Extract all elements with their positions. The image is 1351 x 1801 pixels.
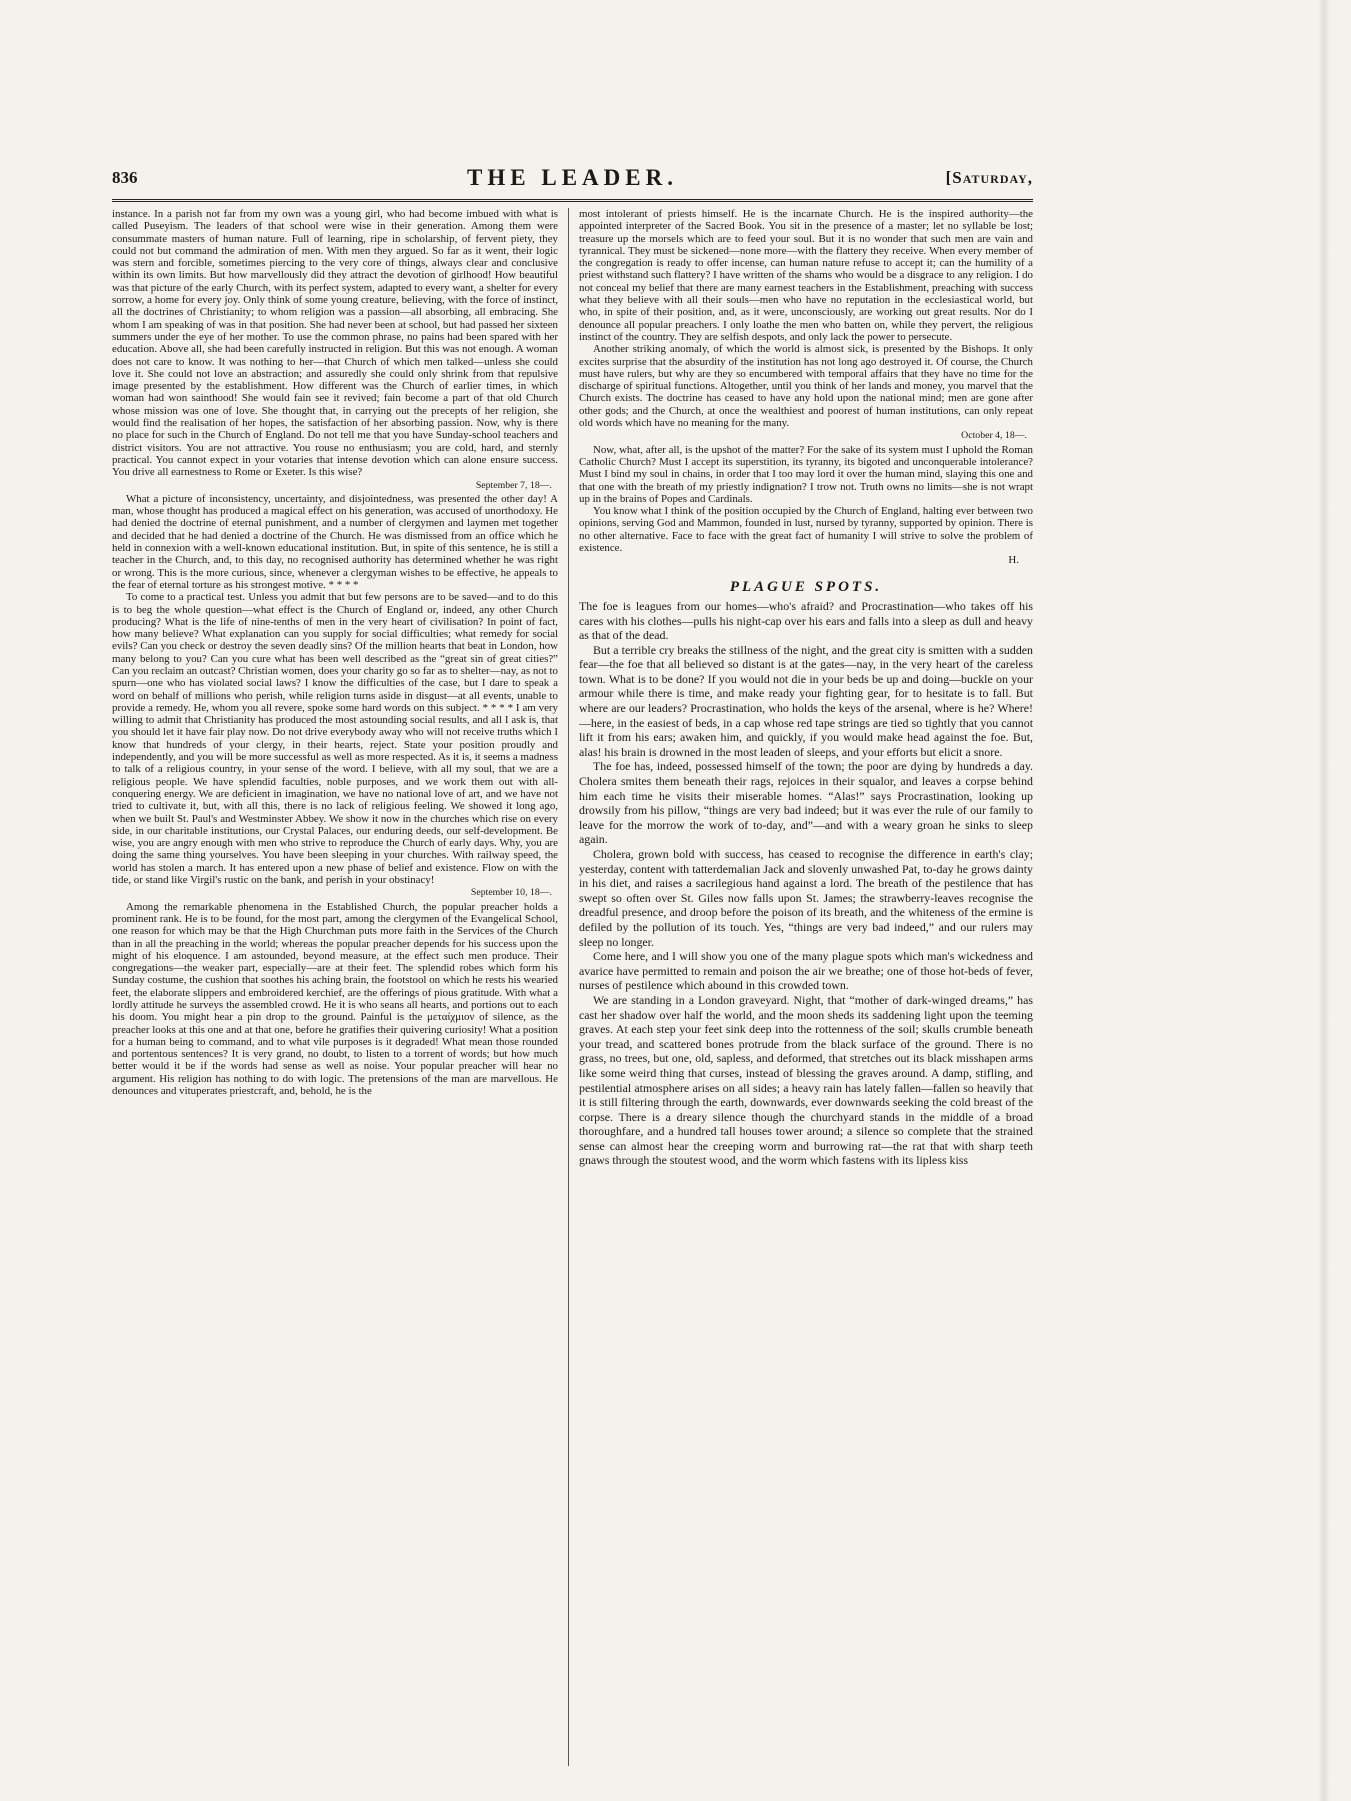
signature: H. — [1008, 554, 1019, 567]
paragraph: most intolerant of priests himself. He is the incarnate Church. He is the inspired authority—the appointed interpreter of the Sacred Book. You sit in the presence of a master; let no syllable be lost; treasure up the morsels which are to feed your soul. But it is no wonder that such men are vain and tyrannical. They must be sickened—none more—with the flattery they receive. When every member of the congregation is ready to offer incense, can human nature refuse to accept it; can the humility of a priest withstand such flattery? I have written of the shams who would be a disgrace to any religion. I do not conceal my belief that there are many earnest teachers in the Establishment, preaching with success what they believe with all their souls—men who have no reputation in the ecclesiastical world, but who, in spite of their position, and, as it were, unconsciously, are working out great results. Nor do I denounce all popular preachers. I only loathe the men who batten on, while they pervert, the religious instinct of the country. They are selfish despots, and only lack the power to persecute. — [579, 208, 1033, 343]
paragraph: instance. In a parish not far from my own was a young girl, who had become imbued with what is called Puseyism. The leaders of that school were wise in their generation. Among them were consummate masters of human nature. Full of learning, ripe in scholarship, of fervent piety, they could not but command the admiration of men. With men they argued. So far as it went, their logic was stern and forcible, sometimes piercing to the very core of things, always clear and conclusive within its own limits. But how marvellously did they attract the devotion of girlhood! How beautiful was that picture of the early Church, with its perfect system, adapted to every want, a shelter for every sorrow, a home for every joy. Only think of some young creature, believing, with the force of instinct, all the doctrines of Christianity; to whom religion was a passion—all absorbing, all embracing. She whom I am speaking of was in that position. She had never been at school, but had passed her sixteen summers under the eye of her mother. To use the common phrase, no pains had been spared with her education. Above all, she had been carefully instructed in religion. But this was not enough. A woman does not care to know. It was nothing to her—that Church of which men talked—unless she could love it. She could not love an abstraction; and assuredly she could only shrink from that repulsive image presented by the establishment. How different was the Church of earlier times, in which woman had won sainthood! She would fain see it revived; fain become a part of that old Church whose mission was one of love. She thought that, in carrying out the precepts of her religion, she would find the realisation of her hopes, the satisfaction of her absorbing passion. Now, why is there no place for such in the Church of England. Do not tell me that you have Sunday-school teachers and district visitors. You are not attractive. You rouse no enthusiasm; you are cold, hard, and sternly practical. You cannot expect in your votaries that intense devotion which can alone ensure success. You drive all earnestness to Rome or Exeter. Is this wise? — [112, 208, 558, 479]
paragraph: Now, what, after all, is the upshot of the matter? For the sake of its system must I uphold the Roman Catholic Church? Must I accept its superstition, its tyranny, its bigoted and unconquerable intolerance? Must I bind my soul in chains, in order that I too may lord it over the human mind, slaying this one and that one with the breath of my priestly indignation? I trow not. Truth owns no limits—she is not wrapt up in the brains of Popes and Cardinals. — [579, 443, 1033, 505]
paragraph: Cholera, grown bold with success, has ceased to recognise the difference in earth's clay; yesterday, content with tatterdemalian Jack and slovenly unwashed Pat, to-day he grows dainty in his diet, and raises a sacrilegious hand against a lord. The breath of the pestilence that has swept so often over St. Giles now falls upon St. James; the strawberry-leaves recognise the dreadful presence, and droop before the poison of its breath, and the whiteness of the ermine is defiled by the pollution of its touch. Yes, “things are very bad indeed,” and our rulers may sleep no longer. — [579, 847, 1033, 949]
paragraph: The foe is leagues from our homes—who's afraid? and Procrastination—who takes off his cares with his clothes—pulls his night-cap over his ears and falls into a sleep as dull and heavy as that of the dead. — [579, 598, 1033, 643]
entry-date: October 4, 18—. — [961, 430, 1027, 442]
page-header — [112, 165, 1033, 190]
header-rule — [112, 199, 1033, 202]
paragraph: Come here, and I will show you one of the many plague spots which man's wickedness and avarice have permitted to remain and poison the air we breathe; one of those hot-beds of fever, nurses of pestilence which abound in this crowded town. — [579, 949, 1033, 993]
page-binding-shadow — [1318, 0, 1330, 1801]
entry-date: September 10, 18—. — [470, 887, 552, 899]
entry-date: September 7, 18—. — [475, 479, 552, 491]
section-title: PLAGUE SPOTS. — [729, 578, 883, 595]
masthead: THE LEADER. — [467, 165, 678, 190]
right-column — [579, 208, 1033, 1768]
dateline: [Saturday, — [945, 168, 1033, 187]
paragraph: We are standing in a London graveyard. Night, that “mother of dark-winged dreams,” has cast her shadow over half the world, and the moon sheds its saddening light upon the teeming graves. At each step your feet sink deep into the rottenness of the soil; skulls crumble beneath your tread, and scattered bones protrude from the black surface of the ground. There is no grass, no trees, but one, old, sapless, and deformed, that stretches out its black misshapen arms like some weird thing that curses, instead of blessing the graves around. A damp, stifling, and pestilential atmosphere arises on all sides; a heavy rain has lately fallen—fallen so heavily that it is still filtering through the earth, downwards, ever downwards seeking the cold breast of the corpse. There is a dreary silence though the churchyard stands in the middle of a broad thoroughfare, and a hundred tall houses tower around; a silence so complete that the strained sense can almost hear the creeping worm and burrowing rat—the rat that with sharp teeth gnaws through the stoutest wood, and the worm which fastens with its lipless kiss — [579, 992, 1033, 1168]
paragraph: Another striking anomaly, of which the world is almost sick, is presented by the Bishops. It only excites surprise that the absurdity of the institution has not long ago destroyed it. Of course, the Church must have rulers, but why are they so encumbered with temporal affairs that they have no time for the discharge of spiritual functions. Altogether, until you think of her lands and money, you marvel that the Church exists. The doctrine has ceased to have any hold upon the national mind; men are gone after other gods; and the Church, at once the wealthiest and poorest of human institutions, can only repeat old words which have no meaning for the many. — [579, 343, 1033, 430]
left-column — [112, 208, 558, 1768]
paragraph: Among the remarkable phenomena in the Established Church, the popular preacher holds a prominent rank. He is to be found, for the most part, among the clergymen of the Evangelical School, one reason for which may be that the High Churchman puts more faith in the Services of the Church than in all the preaching in the world; whereas the popular preacher depends for his success upon the might of his eloquence. I am astounded, beyond measure, at the effect such men produce. Their congregations—the weaker part, especially—are at their feet. The splendid robes which form his Sunday costume, the cushion that soothes his aching brain, the footstool on which he rests his wearied feet, the elaborate slippers and embroidered kerchief, are the offerings of pious gratitude. With what a lordly attitude he surveys the assembled crowd. He it is who seans all hearts, and portions out to each his doom. You might hear a pin drop to the ground. Painful is the μεταίχμιον of silence, as the preacher looks at this one and at that one, before he gratifies their quivering curiosity! What a position for a human being to command, and to what vile purposes is it degraded! What mean those rounded and portentous sentences? It is very grand, no doubt, to listen to a torrent of words; but how much better would it be if the words had sense as well as noise. Your popular preacher will hear no argument. His religion has nothing to do with logic. The pretensions of the man are marvellous. He denounces and vituperates priestcraft, and, behold, he is the — [112, 900, 558, 1098]
paragraph: To come to a practical test. Unless you admit that but few persons are to be saved—and to do this is to beg the whole question—what effect is the Church of England or, indeed, any other Church producing? What is the life of nine-tenths of men in the very heart of civilisation? In point of fact, how many believe? What explanation can you supply for social difficulties; what remedy for social evils? Can you check or destroy the seven deadly sins? Of the million hearts that beat in London, how many belong to you? Can you cure what has been well described as the “great sin of great cities?” Can you reclaim an outcast? Christian women, does your charity go so far as to shelter—nay, as not to spurn—one who has violated social laws? I know the difficulties of the case, but I dare to speak a word on behalf of millions who perish, while religion turns aside in disgust—at all events, unable to provide a remedy. He, whom you all revere, spoke some hard words on this subject. * * * * I am very willing to admit that Christianity has produced the most astounding social results, and all I ask is, that you should let it have fair play now. Do not drive everybody away who will not receive truths which I know that hundreds of your clergy, in their hearts, reject. State your position proudly and independently, and you will be more successful as well as more respected. As it is, it seems a madness to talk of a religious country, in your sense of the word. I believe, with all my soul, that we are a religious people. We have splendid faculties, noble purposes, and we work them out with all-conquering energy. We are deficient in imagination, we have no national love of art, and we have not tried to cultivate it, but, with all this, there is no lack of religious feeling. We showed it long ago, when we built St. Paul's and Westminster Abbey. We show it now in the churches which rise on every side, in our charitable institutions, our Crystal Palaces, our enduring deeds, our self-development. Be wise, you are angry enough with men who strive to reproduce the Church of early days. Why, you are doing the same thing yourselves. You have been sleeping in your churches. With railway speed, the world has stolen a march. It has entered upon a new phase of belief and existence. Flow on with the tide, or stand like Virgil's rustic on the bank, and perish in your obstinacy! — [112, 591, 558, 887]
paragraph: But a terrible cry breaks the stillness of the night, and the great city is smitten with a sudden fear—the foe that all believed so distant is at the gates—nay, in the very heart of the careless town. What is to be done? If you would not die in your beds be up and doing—buckle on your armour while there is time, and make ready your fighting gear, for to hesitate is to fall. But where are our leaders? Procrastination, who holds the keys of the arsenal, where is he? Where!—here, in the easiest of beds, in a cap whose red tape strings are tied so tightly that you cannot lift it from his ears; awaken him, and quickly, if you would make head against the foe. But, alas! his brain is drowned in the most leaden of sleeps, and your efforts but elicit a snore. — [579, 642, 1033, 759]
paragraph: The foe has, indeed, possessed himself of the town; the poor are dying by hundreds a day. Cholera smites them beneath their rags, rejoices in their squalor, and leaves a corpse behind him each time he visits their miserable homes. “Alas!” says Procrastination, looking up drowsily from his pillow, “things are very bad indeed; but it was ever the rule of our family to leave for the morrow the work of to-day, and”—and with a weary groan he sinks to sleep again. — [579, 759, 1033, 847]
page-number: 836 — [112, 168, 138, 187]
plague-spots-article — [579, 599, 1033, 1168]
column-divider — [568, 208, 569, 1766]
paragraph: You know what I think of the position occupied by the Church of England, halting ever between two opinions, serving God and Mammon, founded in lust, nursed by tyranny, supported by opinion. There is no other alternative. Face to face with the great fact of humanity I will strive to solve the problem of existence. — [579, 505, 1033, 555]
paragraph: What a picture of inconsistency, uncertainty, and disjointedness, was presented the other day! A man, whose thought has produced a magical effect on his generation, was accused of unorthodoxy. He had denied the doctrine of eternal punishment, and a number of clergymen and laymen met together and decided that he had denied a doctrine of the Church. He was dismissed from an office which he held in connexion with a well-known educational institution. But, in spite of this sentence, he is still a teacher in the Church, and, to this day, no recognised authority has determined whether he was right or wrong. This is the more curious, since, whenever a clergyman wishes to be effective, he appeals to the fear of eternal torture as his strongest motive. * * * * — [112, 492, 558, 591]
